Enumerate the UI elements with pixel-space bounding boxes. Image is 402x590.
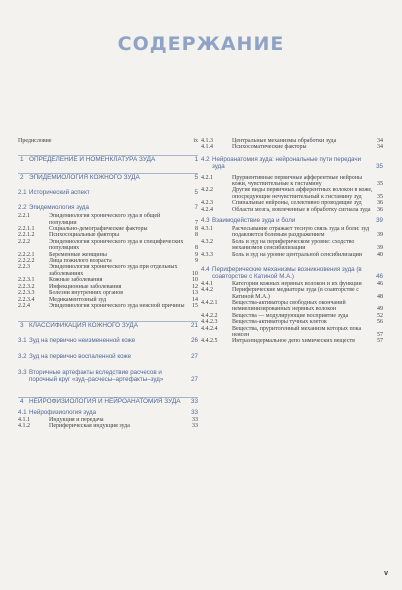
toc-entry-page: 7 <box>195 219 198 226</box>
toc-entry-number: 4.3 <box>201 217 210 225</box>
toc-entry-page: 40 <box>377 251 383 258</box>
toc-entry-page: 34 <box>377 138 383 144</box>
toc-entry-page: 52 <box>377 312 383 319</box>
toc-entry-number: 4.1 <box>18 408 27 416</box>
toc-entry-number: 4.4 <box>201 266 210 273</box>
toc-entry[interactable] <box>201 157 383 171</box>
toc-entry-number: 2.2.1.2 <box>18 232 35 239</box>
toc-entry-page: 8 <box>195 232 198 239</box>
toc-entry-number: 2.1 <box>18 189 27 197</box>
toc-entry[interactable] <box>18 155 198 163</box>
toc-entry-number: 2.2.3.3 <box>18 290 35 297</box>
toc-entry[interactable] <box>18 239 198 252</box>
toc-entry-page: 39 <box>376 217 383 225</box>
toc-entry[interactable] <box>18 205 198 212</box>
toc-entry-page: 5 <box>194 174 198 182</box>
toc-entry-title: Эпидемиология хронического зуда при отдельных заболеваниях <box>49 264 178 277</box>
toc-entry[interactable] <box>201 239 383 252</box>
toc-entry-page: 5 <box>194 189 198 197</box>
toc-entry-title: Кожные заболевания <box>49 277 103 284</box>
toc-entry-title: Боль и зуд на периферическом уровне: сходство механизмов сенсибилизации <box>232 238 355 252</box>
toc-entry-number: 4.3.2 <box>201 238 213 245</box>
toc-entry[interactable] <box>18 370 198 384</box>
toc-entry-page: 35 <box>377 193 383 200</box>
toc-entry[interactable] <box>18 321 198 329</box>
toc-entry-number: 2.2.1.1 <box>18 226 35 233</box>
toc-entry-page: 21 <box>190 322 198 330</box>
toc-entry[interactable] <box>201 144 383 150</box>
toc-entry[interactable] <box>18 338 198 345</box>
toc-entry-number: 1 <box>20 156 24 164</box>
toc-entry-title: Инфекционные заболевания <box>49 283 122 290</box>
toc-entry-page: 10 <box>192 277 198 284</box>
toc-entry-number: 4.4.2.1 <box>201 300 218 307</box>
toc-entry-page: 34 <box>377 144 383 151</box>
toc-entry-title: Спинальные нейроны, селективно проводящие зуд <box>232 200 362 207</box>
toc-entry-title: Вторичные артефакты вследствие расчесов и порочный круг «зуд–расчесы–артефакты–зуд» <box>29 369 164 384</box>
toc-entry-number: 4.4.2.3 <box>201 319 218 326</box>
toc-entry-number: 4.1.3 <box>201 138 213 144</box>
toc-entry[interactable] <box>18 173 198 181</box>
toc-entry-title: Вещества — модулирующие восприятие зуда <box>232 312 349 319</box>
toc-entry-number: 2 <box>20 174 24 182</box>
toc-entry-number: 4.4.2.5 <box>201 338 218 345</box>
toc-entry-title: Предисловие <box>18 138 52 144</box>
toc-entry-page: 33 <box>192 416 198 423</box>
toc-entry-title: ОПРЕДЕЛЕНИЕ И НОМЕНКЛАТУРА ЗУДА <box>29 156 156 164</box>
toc-entry-title: Периферические механизмы возникновения зуда (в соавторстве с Катиной М.А.) <box>212 266 362 280</box>
page-title: СОДЕРЖАНИЕ <box>117 33 285 55</box>
toc-entry-title: Вещества, пруритогенный механизм которых пока неясен <box>232 325 362 339</box>
toc-entry-title: Расчесывание отражает тесную связь зуда и боли: зуд подавляется болевым раздражением <box>232 225 370 239</box>
toc-entry-number: 3.3 <box>18 369 27 377</box>
toc-entry-page: 33 <box>192 423 198 430</box>
toc-entry-number: 4.4.2.4 <box>201 325 218 332</box>
toc-entry-title: Индукция и передача <box>49 416 104 423</box>
toc-entry[interactable] <box>201 338 383 344</box>
toc-entry-page: 39 <box>377 232 383 239</box>
toc-right-column <box>201 138 383 345</box>
toc-entry-number: 4.2.2 <box>201 187 213 194</box>
toc-entry-number: 4.2.1 <box>201 174 213 181</box>
toc-entry-title: Нейроанатомия зуда: нейрональные пути передачи зуда <box>212 155 362 170</box>
toc-entry[interactable] <box>201 287 383 300</box>
toc-entry-number: 4.3.3 <box>201 251 213 258</box>
toc-entry-title: ЭПИДЕМИОЛОГИЯ КОЖНОГО ЗУДА <box>29 174 140 182</box>
toc-entry-title: Зуд на первично неизмененной коже <box>29 337 136 345</box>
toc-entry-number: 4.2.3 <box>201 200 213 207</box>
toc-entry[interactable] <box>201 218 383 225</box>
toc-entry-page: 36 <box>377 206 383 213</box>
toc-entry-page: 27 <box>191 376 198 384</box>
toc-entry-title: Вещества-активаторы тучных клеток <box>232 319 327 326</box>
toc-entry-number: 4.1.4 <box>201 144 213 151</box>
toc-entry-number: 4.3.1 <box>201 225 213 232</box>
toc-entry-title: Области мозга, вовлеченные в обработку сигнала зуда <box>232 206 371 213</box>
toc-entry-title: Периферические медиаторы зуда (в соавторстве с Катиной М.А.) <box>232 287 359 300</box>
toc-entry-page: 9 <box>195 258 198 265</box>
toc-entry-title: Эпидемиология хронического зуда в специфических популяциях <box>49 238 184 252</box>
toc-entry[interactable] <box>201 226 383 239</box>
toc-entry-title: Беременные женщины <box>49 251 107 258</box>
toc-entry-number: 2.2.2 <box>18 238 30 245</box>
toc-entry-page: 35 <box>376 162 383 170</box>
toc-left-column <box>18 138 198 430</box>
toc-entry[interactable] <box>18 410 198 417</box>
toc-entry-page: 57 <box>377 338 383 345</box>
toc-entry-number: 3 <box>20 322 24 330</box>
toc-entry-number: 2.2.3.2 <box>18 283 35 290</box>
toc-entry-title: Пруриентивные первичные афферентные нейроны кожи, чувствительные к гистамину <box>232 174 363 188</box>
toc-entry-title: Вещества-активаторы свободных окончаний немиелинизированных нервных волокон <box>232 300 346 313</box>
toc-entry-number: 4 <box>20 397 24 405</box>
toc-entry-page: 57 <box>377 332 383 339</box>
toc-entry-page: 8 <box>195 245 198 252</box>
toc-entry-page: 46 <box>376 272 383 280</box>
toc-entry-number: 2.2.3 <box>18 264 30 271</box>
toc-entry-number: 2.2.3.4 <box>18 296 35 303</box>
toc-entry-page: 13 <box>192 290 198 297</box>
toc-entry[interactable] <box>201 252 383 258</box>
toc-entry-title: Центральные механизмы обработки зуда <box>232 138 337 144</box>
toc-entry-title: Болезни внутренних органов <box>49 290 124 297</box>
toc-entry-title: Зуд на первично воспаленной коже <box>29 353 132 361</box>
toc-entry-page: 15 <box>192 302 198 309</box>
toc-entry-number: 3.2 <box>18 353 27 361</box>
toc-entry-page: 48 <box>377 293 383 300</box>
toc-entry-title: Боль и зуд на уровне центральной сенсибилизации <box>232 251 363 258</box>
toc-entry[interactable] <box>201 267 383 281</box>
toc-entry-number: 3.1 <box>18 337 27 345</box>
toc-entry-page: 39 <box>377 245 383 252</box>
toc-entry-number: 2.2.4 <box>18 302 30 309</box>
page-number: v <box>384 570 388 577</box>
toc-entry-title: Нейрофизиология зуда <box>29 408 97 416</box>
toc-entry-title: Другие виды первичных афферентных волокон в коже, опосредующие нечувствительный к гистамину зуд <box>232 187 373 200</box>
toc-entry-page: 33 <box>191 408 198 416</box>
toc-entry-number: 4.1.2 <box>18 423 30 430</box>
toc-entry-title: Психосоматические факторы <box>232 144 307 151</box>
toc-entry-title: НЕЙРОФИЗИОЛОГИЯ И НЕЙРОАНАТОМИЯ ЗУДА <box>29 397 181 405</box>
toc-entry-title: Периферическая индукция зуда <box>49 423 130 430</box>
toc-entry-page: 12 <box>192 283 198 290</box>
toc-entry[interactable] <box>201 326 383 339</box>
toc-entry-number: 2.2.2.2 <box>18 258 35 265</box>
toc-entry-title: Лица пожилого возраста <box>49 258 112 265</box>
toc-entry-title: Социально-демографические факторы <box>49 226 148 233</box>
toc-entry-number: 4.4.1 <box>201 280 213 287</box>
toc-entry-page: 14 <box>192 296 198 303</box>
toc-entry-title: Категории кожных нервных волокон и их функции <box>232 280 362 287</box>
toc-entry-page: 46 <box>377 280 383 287</box>
toc-entry-title: Медикаментозный зуд <box>49 296 107 303</box>
toc-entry-number: 2.2 <box>18 204 27 212</box>
toc-entry-title: Эпидемиология зуда <box>29 204 89 212</box>
toc-entry-title: Эпидемиология хронического зуда в общей популяции <box>49 213 161 226</box>
toc-entry[interactable] <box>18 138 198 144</box>
toc-entry[interactable] <box>18 264 198 277</box>
toc-entry-page: 8 <box>195 226 198 233</box>
toc-entry-number: 4.1.1 <box>18 416 30 423</box>
toc-entry[interactable] <box>18 303 198 309</box>
toc-entry-page: 26 <box>191 337 198 345</box>
toc-entry-number: 2.2.1 <box>18 213 30 220</box>
toc-entry-page: 9 <box>195 251 198 258</box>
toc-entry-page: 10 <box>192 270 198 277</box>
toc-entry[interactable] <box>18 423 198 429</box>
toc-entry-number: 4.4.2 <box>201 287 213 294</box>
toc-entry-title: КЛАССИФИКАЦИЯ КОЖНОГО ЗУДА <box>29 322 138 330</box>
toc-entry-page: 7 <box>194 204 198 212</box>
toc-entry-page: 36 <box>377 200 383 207</box>
toc-entry-page: 27 <box>191 353 198 361</box>
toc-entry-title: Исторический аспект <box>29 189 90 197</box>
toc-entry-title: Психосоциальные факторы <box>49 232 120 239</box>
toc-entry-page: 49 <box>377 306 383 313</box>
toc-entry-page: 35 <box>377 181 383 188</box>
toc-entry[interactable] <box>201 187 383 200</box>
toc-entry[interactable] <box>18 213 198 226</box>
toc-entry-title: Интраэпидермальное депо химических веществ <box>232 338 355 345</box>
toc-entry-page: 56 <box>377 319 383 326</box>
toc-entry[interactable] <box>18 397 198 405</box>
toc-entry-number: 4.4.2.2 <box>201 312 218 319</box>
toc-entry[interactable] <box>201 175 383 188</box>
toc-entry-page: 1 <box>194 156 198 164</box>
toc-entry-page: ix <box>193 138 198 144</box>
toc-entry-page: 33 <box>190 397 198 405</box>
toc-entry[interactable] <box>201 207 383 213</box>
toc-entry-number: 4.2.4 <box>201 206 213 213</box>
toc-entry[interactable] <box>18 190 198 197</box>
toc-entry-title: Взаимодействие зуда и боли <box>212 217 296 225</box>
toc-entry-title: Эпидемиология хронического зуда неясной причины <box>49 302 185 309</box>
toc-entry-number: 2.2.2.1 <box>18 251 35 258</box>
toc-entry[interactable] <box>201 300 383 313</box>
toc-entry-number: 2.2.3.1 <box>18 277 35 284</box>
toc-entry-number: 4.2 <box>201 155 210 163</box>
toc-entry[interactable] <box>18 354 198 361</box>
